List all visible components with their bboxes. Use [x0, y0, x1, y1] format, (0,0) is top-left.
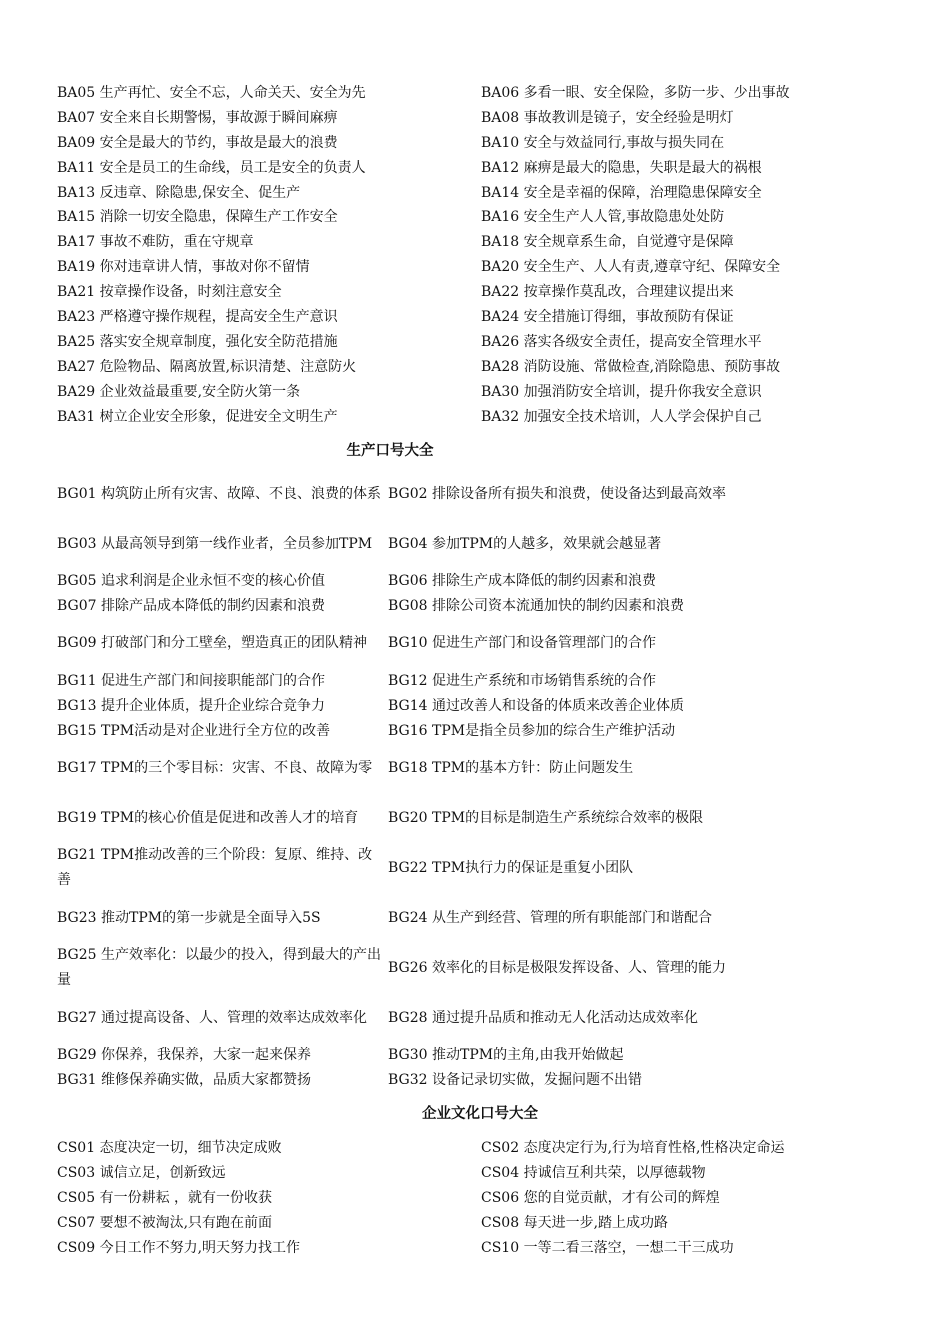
table-row — [57, 519, 727, 569]
slogan-ba18: BA18 安全规章系生命，自觉遵守是保障 — [481, 234, 734, 251]
slogan-ba08: BA08 事故教训是镜子，安全经验是明灯 — [481, 109, 734, 126]
slogan-ba13: BA13 反违章、除隐患,保安全、促生产 — [57, 184, 301, 201]
slogan-cs05: CS05 有一份耕耘 ，就有一份收获 — [57, 1189, 273, 1206]
table-row — [57, 181, 841, 206]
section-heading-culture: 企业文化口号大全 — [422, 1106, 538, 1122]
slogan-bg17: BG17 TPM的三个零目标：灾害、不良、故障为零 — [57, 759, 373, 776]
slogan-ba25: BA25 落实安全规章制度，强化安全防范措施 — [57, 333, 338, 350]
slogan-ba14: BA14 安全是幸福的保障，治理隐患保障安全 — [481, 184, 762, 201]
slogan-cs09: CS09 今日工作不努力,明天努力找工作 — [57, 1239, 301, 1256]
table-row — [57, 793, 727, 843]
slogan-bg06: BG06 排除生产成本降低的制约因素和浪费 — [388, 573, 656, 589]
slogan-bg28: BG28 通过提升品质和推动无人化活动达成效率化 — [388, 1009, 698, 1026]
table-row — [57, 280, 841, 305]
table-row — [57, 205, 841, 230]
slogan-bg09: BG09 打破部门和分工壁垒，塑造真正的团队精神 — [57, 635, 367, 652]
slogan-ba32: BA32 加强安全技术培训，人人学会保护自己 — [481, 408, 762, 425]
slogan-cs03: CS03 诚信立足，创新致远 — [57, 1164, 226, 1181]
slogan-ba31: BA31 树立企业安全形象，促进安全文明生产 — [57, 408, 338, 425]
slogan-bg22: BG22 TPM执行力的保证是重复小团队 — [388, 859, 634, 876]
table-row — [57, 1043, 727, 1068]
slogan-ba05: BA05 生产再忙、安全不忘，人命关天、安全为先 — [57, 85, 366, 101]
slogan-ba15: BA15 消除一切安全隐患，保障生产工作安全 — [57, 209, 338, 226]
slogan-ba19: BA19 你对违章讲人情，事故对你不留情 — [57, 259, 310, 276]
table-row — [57, 230, 841, 255]
slogan-ba11: BA11 安全是员工的生命线，员工是安全的负责人 — [57, 159, 366, 176]
slogan-ba30: BA30 加强消防安全培训，提升你我安全意识 — [481, 383, 762, 400]
slogan-cs01: CS01 态度决定一切，细节决定成败 — [57, 1140, 282, 1156]
culture-slogan-list — [57, 1136, 841, 1260]
slogan-ba27: BA27 危险物品、隔离放置,标识清楚、注意防火 — [57, 358, 357, 375]
slogan-ba20: BA20 安全生产、人人有责,遵章守纪、保障安全 — [481, 259, 781, 276]
table-row — [57, 1236, 841, 1261]
table-row — [57, 355, 841, 380]
slogan-bg14: BG14 通过改善人和设备的体质来改善企业体质 — [388, 697, 684, 714]
slogan-bg10: BG10 促进生产部门和设备管理部门的合作 — [388, 635, 656, 652]
slogan-bg08: BG08 排除公司资本流通加快的制约因素和浪费 — [388, 597, 684, 614]
slogan-ba26: BA26 落实各级安全责任，提高安全管理水平 — [481, 333, 762, 350]
slogan-cs02: CS02 态度决定行为,行为培育性格,性格决定命运 — [481, 1140, 785, 1156]
slogan-bg21: BG21 TPM推动改善的三个阶段：复原、维持、改善 — [57, 847, 373, 889]
table-row — [57, 1068, 727, 1093]
slogan-bg19: BG19 TPM的核心价值是促进和改善人才的培育 — [57, 809, 359, 826]
slogan-bg30: BG30 推动TPM的主角,由我开始做起 — [388, 1047, 624, 1064]
table-row — [57, 943, 727, 993]
table-row — [57, 993, 727, 1043]
slogan-ba28: BA28 消防设施、常做检查,消除隐患、预防事故 — [481, 358, 781, 375]
table-row — [57, 106, 841, 131]
table-row — [57, 694, 727, 719]
slogan-cs06: CS06 您的自觉贡献，才有公司的辉煌 — [481, 1189, 720, 1206]
slogan-bg15: BG15 TPM活动是对企业进行全方位的改善 — [57, 722, 331, 739]
slogan-bg11: BG11 促进生产部门和间接职能部门的合作 — [57, 672, 325, 689]
slogan-ba12: BA12 麻痹是最大的隐患，失职是最大的祸根 — [481, 159, 762, 176]
slogan-ba17: BA17 事故不难防，重在守规章 — [57, 234, 254, 251]
slogan-bg31: BG31 维修保养确实做，品质大家都赞扬 — [57, 1072, 311, 1089]
slogan-bg24: BG24 从生产到经营、管理的所有职能部门和谐配合 — [388, 909, 712, 926]
slogan-bg25: BG25 生产效率化：以最少的投入，得到最大的产出量 — [57, 947, 381, 989]
slogan-bg20: BG20 TPM的目标是制造生产系统综合效率的极限 — [388, 809, 704, 826]
table-row — [57, 843, 727, 893]
table-row — [57, 330, 841, 355]
slogan-bg12: BG12 促进生产系统和市场销售系统的合作 — [388, 672, 656, 689]
slogan-ba23: BA23 严格遵守操作规程，提高安全生产意识 — [57, 309, 338, 326]
table-row — [57, 405, 841, 430]
table-row — [57, 1186, 841, 1211]
slogan-bg02: BG02 排除设备所有损失和浪费，使设备达到最高效率 — [388, 485, 726, 502]
slogan-cs10: CS10 一等二看三落空，一想二干三成功 — [481, 1239, 734, 1256]
table-row — [57, 669, 727, 694]
table-row — [57, 743, 727, 793]
slogan-bg18: BG18 TPM的基本方针：防止问题发生 — [388, 759, 634, 776]
slogan-cs04: CS04 持诚信互利共荣，以厚德载物 — [481, 1164, 706, 1181]
slogan-bg01: BG01 构筑防止所有灾害、故障、不良、浪费的体系 — [57, 485, 381, 502]
slogan-ba24: BA24 安全措施订得细，事故预防有保证 — [481, 309, 734, 326]
table-row — [57, 1136, 841, 1161]
slogan-bg04: BG04 参加TPM的人越多，效果就会越显著 — [388, 535, 662, 552]
slogan-cs08: CS08 每天进一步,踏上成功路 — [481, 1214, 669, 1231]
slogan-cs07: CS07 要想不被淘汰,只有跑在前面 — [57, 1214, 273, 1231]
slogan-bg07: BG07 排除产品成本降低的制约因素和浪费 — [57, 597, 325, 614]
table-row — [57, 305, 841, 330]
table-row — [57, 1161, 841, 1186]
slogan-bg23: BG23 推动TPM的第一步就是全面导入5S — [57, 909, 321, 926]
table-row — [57, 156, 841, 181]
slogan-ba22: BA22 按章操作莫乱改，合理建议提出来 — [481, 284, 734, 301]
slogan-ba21: BA21 按章操作设备，时刻注意安全 — [57, 284, 282, 301]
slogan-bg27: BG27 通过提高设备、人、管理的效率达成效率化 — [57, 1009, 367, 1026]
slogan-ba07: BA07 安全来自长期警惕，事故源于瞬间麻痹 — [57, 109, 338, 126]
table-row — [57, 893, 727, 943]
slogan-bg16: BG16 TPM是指全员参加的综合生产维护活动 — [388, 722, 676, 739]
table-row — [57, 619, 727, 669]
slogan-bg29: BG29 你保养，我保养，大家一起来保养 — [57, 1047, 311, 1064]
table-row — [57, 569, 727, 594]
slogan-bg03: BG03 从最高领导到第一线作业者，全员参加TPM — [57, 535, 373, 552]
table-row — [57, 81, 841, 106]
slogan-bg13: BG13 提升企业体质，提升企业综合竞争力 — [57, 697, 325, 714]
safety-slogan-list — [57, 81, 841, 429]
slogan-bg26: BG26 效率化的目标是极限发挥设备、人、管理的能力 — [388, 959, 726, 976]
slogan-ba29: BA29 企业效益最重要,安全防火第一条 — [57, 383, 301, 400]
table-row — [57, 594, 727, 619]
table-row — [57, 255, 841, 280]
slogan-ba16: BA16 安全生产人人管,事故隐患处处防 — [481, 209, 725, 226]
slogan-ba10: BA10 安全与效益同行,事故与损失同在 — [481, 134, 725, 151]
table-row — [57, 719, 727, 744]
table-row — [57, 469, 727, 519]
slogan-ba09: BA09 安全是最大的节约，事故是最大的浪费 — [57, 134, 338, 151]
slogan-ba06: BA06 多看一眼、安全保险，多防一步、少出事故 — [481, 85, 790, 101]
slogan-bg32: BG32 设备记录切实做，发掘问题不出错 — [388, 1072, 642, 1089]
table-row — [57, 1211, 841, 1236]
production-slogan-table — [57, 469, 727, 1093]
section-heading-production: 生产口号大全 — [346, 443, 434, 459]
table-row — [57, 380, 841, 405]
slogan-bg05: BG05 追求利润是企业永恒不变的核心价值 — [57, 573, 325, 589]
table-row — [57, 131, 841, 156]
